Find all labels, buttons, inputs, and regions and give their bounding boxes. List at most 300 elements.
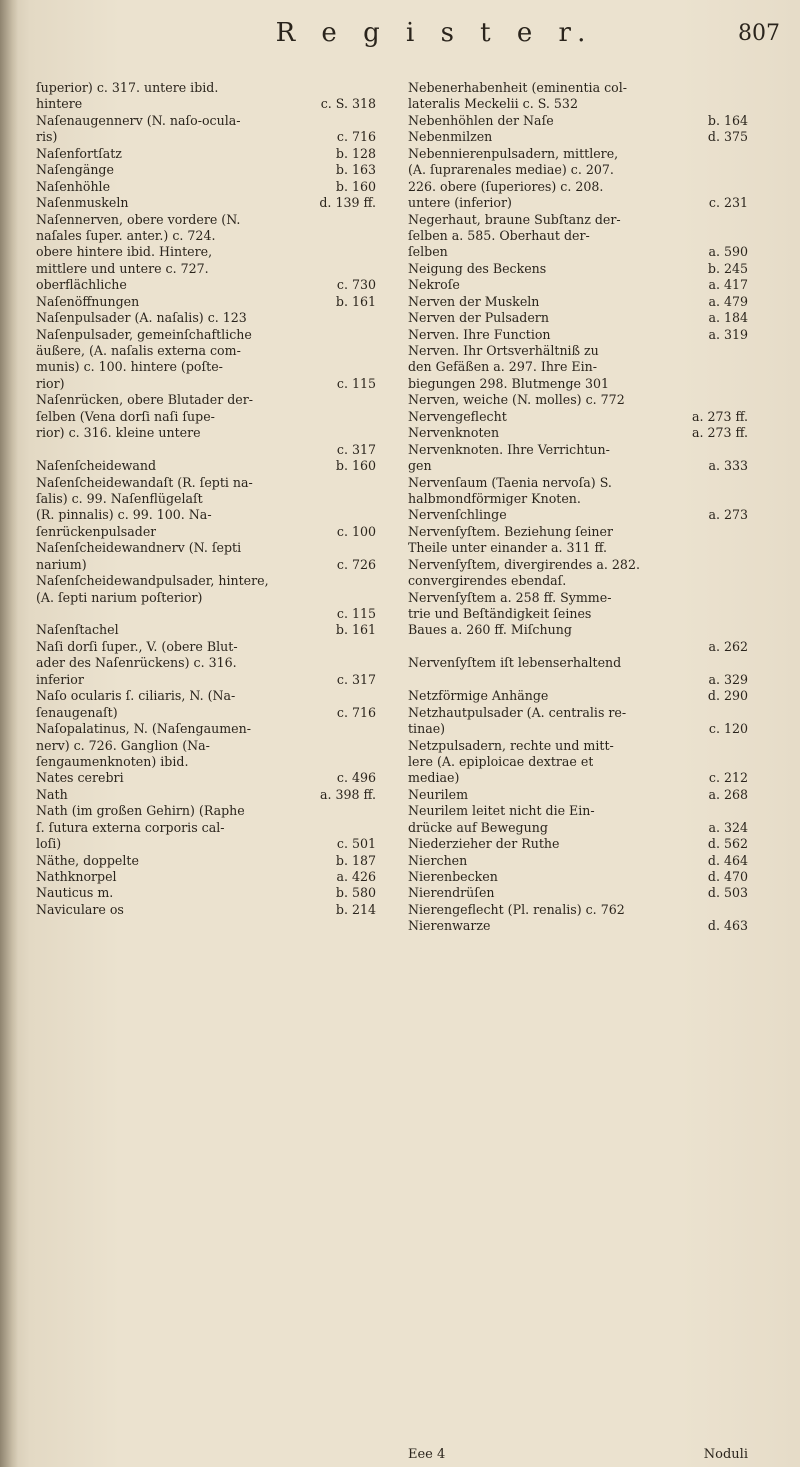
index-entry-reference — [370, 820, 376, 836]
index-entry-text: (A. ſuprarenales mediae) c. 207. — [408, 162, 614, 178]
index-entry-reference — [742, 392, 748, 408]
index-entry-line — [36, 590, 376, 606]
index-entry-reference: c. 716 — [336, 704, 376, 720]
index-entry-line — [408, 244, 748, 260]
index-entry-line — [36, 162, 376, 178]
index-entry-text: Naſenpulsader (A. naſalis) c. 123 — [36, 310, 247, 326]
running-title: R e g i s t e r. — [275, 18, 595, 48]
index-entry-reference: a. 329 — [708, 671, 748, 687]
index-entry-reference — [742, 491, 748, 507]
index-entry-reference: d. 463 — [707, 918, 748, 934]
index-entry-text: Nierenbecken — [408, 869, 498, 884]
index-entry-line — [408, 212, 748, 228]
index-entry-reference: a. 590 — [708, 244, 748, 260]
index-entry-reference — [370, 721, 376, 737]
index-entry-reference — [370, 409, 376, 425]
index-entry-reference: c. 716 — [336, 129, 376, 145]
index-entry-text: Naſenſcheidewandpulsader, hintere, — [36, 573, 269, 589]
index-entry-line — [36, 820, 376, 836]
index-entry-reference — [742, 573, 748, 589]
index-entry-line — [36, 442, 376, 458]
index-entry-line — [36, 672, 376, 688]
catchword: Noduli — [703, 1447, 748, 1462]
index-entry-text: Nervenſchlinge — [408, 507, 507, 523]
index-entry-text: Nerven. Ihr Ortsverhältniß zu — [408, 343, 599, 358]
index-entry-line — [36, 507, 376, 523]
index-entry-line — [408, 590, 748, 606]
index-entry-text: hintere — [36, 96, 83, 112]
index-entry-reference: d. 139 ff. — [319, 195, 376, 211]
index-entry-line — [36, 721, 376, 737]
index-entry-reference — [742, 540, 748, 556]
index-entry-line — [408, 458, 748, 474]
index-entry-text: Nath — [36, 786, 68, 802]
index-entry-reference — [370, 738, 376, 754]
index-entry-line — [408, 146, 748, 162]
index-entry-text: Naſi dorſi ſuper., V. (obere Blut- — [36, 638, 238, 654]
index-entry-line — [36, 491, 376, 507]
index-entry-text: ſuperior) c. 317. untere ibid. — [36, 80, 219, 95]
index-entry-text: gen — [408, 458, 432, 474]
index-entry-reference — [370, 639, 376, 655]
index-entry-line — [36, 212, 376, 228]
index-entry-line — [408, 655, 748, 671]
index-entry-reference: a. 398 ff. — [319, 786, 376, 802]
index-entry-line — [408, 738, 748, 754]
index-entry-text: oberflächliche — [36, 277, 127, 293]
index-entry-line — [36, 688, 376, 704]
index-entry-line — [36, 310, 376, 326]
index-entry-line — [408, 836, 748, 852]
index-entry-reference — [742, 803, 748, 819]
index-entry-line — [408, 475, 748, 491]
index-entry-reference — [742, 162, 748, 178]
index-entry-line — [36, 787, 376, 803]
index-entry-text: mittlere und untere c. 727. — [36, 260, 209, 276]
index-entry-text: Naſenöffnungen — [36, 293, 140, 309]
index-column-left — [36, 80, 376, 918]
index-entry-line — [36, 327, 376, 343]
index-entry-text: Nath (im großen Gehirn) (Raphe — [36, 803, 245, 819]
index-entry-text: munis) c. 100. hintere (poſte- — [36, 359, 223, 375]
index-entry-text: ſalis) c. 99. Naſenflügelaſt — [36, 490, 203, 506]
index-entry-text: Nervenſyſtem a. 258 ff. Symme- — [408, 589, 612, 605]
index-entry-text: Nerven. Ihre Function — [408, 326, 551, 342]
index-entry-text: Naſopalatinus, N. (Naſengaumen- — [36, 721, 251, 737]
index-entry-text: Netzpulsadern, rechte und mitt- — [408, 737, 614, 753]
index-entry-line — [408, 557, 748, 573]
index-entry-line — [36, 655, 376, 671]
index-entry-line — [36, 524, 376, 540]
index-entry-text: Nates cerebri — [36, 770, 124, 786]
index-entry-line — [408, 327, 748, 343]
index-entry-line — [36, 113, 376, 129]
index-entry-line — [408, 113, 748, 129]
index-entry-line — [36, 738, 376, 754]
index-entry-line — [408, 524, 748, 540]
index-entry-text: Naſenſcheidewand — [36, 458, 157, 474]
index-entry-reference: c. 212 — [708, 770, 748, 786]
index-entry-text: Nervenknoten — [408, 425, 500, 441]
index-column-right — [408, 80, 748, 935]
index-entry-reference: a. 319 — [708, 326, 748, 342]
index-entry-text: (A. ſepti narium poſterior) — [36, 589, 203, 605]
index-entry-reference: b. 161 — [335, 293, 376, 309]
index-entry-reference: b. 580 — [335, 885, 376, 901]
index-entry-line — [408, 392, 748, 408]
index-entry-reference: c. 115 — [336, 606, 376, 621]
index-entry-text: Naſengänge — [36, 162, 114, 178]
index-entry-reference: a. 273 ff. — [691, 408, 748, 424]
index-entry-reference — [742, 705, 748, 721]
index-entry-reference: a. 426 — [336, 869, 376, 884]
index-entry-reference — [370, 803, 376, 819]
index-entry-text: lere (A. epiploicae dextrae et — [408, 753, 594, 769]
index-entry-text: rior) c. 316. kleine untere — [36, 425, 201, 441]
index-entry-text: untere (inferior) — [408, 195, 512, 211]
index-entry-reference: b. 160 — [335, 178, 376, 194]
index-entry-line — [408, 96, 748, 112]
index-entry-line — [36, 228, 376, 244]
index-entry-reference: a. 268 — [708, 786, 748, 802]
index-entry-reference: c. 120 — [708, 721, 748, 737]
index-entry-reference — [742, 179, 748, 195]
index-entry-text: ris) — [36, 129, 58, 145]
index-entry-line — [408, 129, 748, 145]
index-entry-text: ſelben — [408, 244, 448, 260]
index-entry-text: convergirendes ebendaſ. — [408, 573, 567, 589]
index-entry-reference: a. 333 — [708, 458, 748, 474]
index-entry-text: Naſenaugennerv (N. naſo-ocula- — [36, 112, 241, 128]
index-entry-text: äußere, (A. naſalis externa com- — [36, 343, 241, 358]
index-entry-text: trie und Beſtändigkeit ſeines — [408, 606, 592, 621]
index-entry-line — [36, 475, 376, 491]
index-entry-text: ſelben a. 585. Oberhaut der- — [408, 227, 590, 243]
index-entry-line — [408, 853, 748, 869]
index-entry-line — [408, 688, 748, 704]
index-entry-line — [408, 376, 748, 392]
index-entry-line — [408, 622, 748, 638]
index-entry-line — [408, 639, 748, 655]
index-entry-reference — [742, 606, 748, 622]
index-entry-text: Naſenmuskeln — [36, 195, 129, 211]
index-entry-reference — [742, 475, 748, 491]
index-entry-reference — [370, 327, 376, 343]
index-entry-line — [408, 310, 748, 326]
index-entry-text: Neurilem — [408, 786, 469, 802]
index-entry-line — [36, 277, 376, 293]
index-entry-line — [408, 918, 748, 934]
index-entry-reference — [742, 343, 748, 359]
index-entry-reference: c. 317 — [336, 671, 376, 687]
index-entry-line — [408, 770, 748, 786]
index-entry-reference: a. 184 — [708, 310, 748, 326]
index-entry-text: Nierchen — [408, 852, 468, 868]
index-entry-reference — [742, 590, 748, 606]
index-entry-text: Nerven, weiche (N. molles) c. 772 — [408, 392, 625, 408]
index-entry-reference: b. 164 — [707, 112, 748, 128]
printer-signature: Eee 4 — [408, 1447, 446, 1462]
page-gutter-shadow — [0, 0, 18, 1467]
index-entry-line — [36, 425, 376, 441]
index-entry-reference: a. 479 — [708, 293, 748, 309]
index-entry-text: Nathknorpel — [36, 869, 117, 884]
index-entry-reference — [370, 212, 376, 228]
index-entry-text: Naſenfortſatz — [36, 145, 122, 161]
index-entry-reference — [370, 359, 376, 375]
index-entry-line — [36, 146, 376, 162]
index-entry-reference: d. 503 — [707, 885, 748, 901]
index-entry-reference — [742, 754, 748, 770]
index-entry-text: Nierengeflecht (Pl. renalis) c. 762 — [408, 901, 625, 917]
index-entry-reference: b. 163 — [335, 162, 376, 178]
index-entry-text: Naſenſtachel — [36, 622, 119, 638]
index-entry-text: loſi) — [36, 836, 62, 852]
index-entry-line — [36, 705, 376, 721]
index-entry-line — [408, 606, 748, 622]
index-entry-line — [408, 294, 748, 310]
index-entry-text: Nervenknoten. Ihre Verrichtun- — [408, 441, 610, 457]
index-entry-line — [408, 721, 748, 737]
index-entry-line — [408, 277, 748, 293]
index-entry-text: Naſennerven, obere vordere (N. — [36, 211, 241, 227]
index-entry-reference — [370, 80, 376, 96]
index-entry-text: (R. pinnalis) c. 99. 100. Na- — [36, 507, 212, 523]
index-entry-reference: a. 273 — [708, 507, 748, 523]
index-entry-line — [408, 820, 748, 836]
index-entry-text: Nervenſyſtem, divergirendes a. 282. — [408, 556, 640, 572]
index-entry-text: tinae) — [408, 721, 446, 737]
index-entry-line — [36, 244, 376, 260]
index-entry-reference — [742, 655, 748, 671]
index-entry-text: Naſenhöhle — [36, 178, 111, 194]
index-entry-reference — [742, 359, 748, 375]
index-entry-line — [408, 162, 748, 178]
index-entry-text: Naſenpulsader, gemeinſchaftliche — [36, 326, 252, 342]
index-entry-reference — [370, 507, 376, 523]
index-entry-line — [408, 343, 748, 359]
index-entry-reference: c. 231 — [708, 195, 748, 211]
index-entry-reference — [370, 688, 376, 704]
index-entry-text: narium) — [36, 556, 87, 572]
index-entry-reference — [370, 113, 376, 129]
index-entry-reference — [742, 738, 748, 754]
index-entry-text: Nerven der Pulsadern — [408, 310, 549, 326]
index-entry-text: Neigung des Beckens — [408, 260, 547, 276]
index-entry-line — [408, 787, 748, 803]
index-entry-text: halbmondförmiger Knoten. — [408, 490, 581, 506]
index-entry-text: ader des Naſenrückens) c. 316. — [36, 655, 237, 671]
index-entry-reference — [370, 491, 376, 507]
index-entry-line — [408, 195, 748, 211]
index-entry-line — [408, 540, 748, 556]
index-entry-text: drücke auf Bewegung — [408, 819, 548, 835]
index-entry-line — [36, 836, 376, 852]
index-entry-text: Nierendrüſen — [408, 885, 495, 901]
index-entry-reference — [742, 557, 748, 573]
index-entry-text: Theile unter einander a. 311 ff. — [408, 540, 608, 556]
index-entry-text: Naſenſcheidewandaſt (R. ſepti na- — [36, 474, 253, 490]
index-entry-line — [36, 540, 376, 556]
index-entry-line — [408, 80, 748, 96]
index-entry-text: Nebenerhabenheit (eminentia col- — [408, 80, 628, 95]
index-entry-text: Nekroſe — [408, 277, 460, 293]
index-entry-text: Naſenrücken, obere Blutader der- — [36, 392, 254, 408]
index-entry-line — [408, 425, 748, 441]
index-entry-text: 226. obere (ſuperiores) c. 208. — [408, 178, 604, 194]
index-entry-reference — [742, 622, 748, 638]
index-entry-line — [36, 376, 376, 392]
index-entry-line — [36, 902, 376, 918]
index-entry-reference: d. 290 — [707, 688, 748, 704]
index-entry-line — [408, 902, 748, 918]
index-entry-text: obere hintere ibid. Hintere, — [36, 244, 213, 260]
index-entry-line — [36, 359, 376, 375]
index-entry-line — [408, 409, 748, 425]
index-entry-line — [36, 294, 376, 310]
index-entry-line — [36, 754, 376, 770]
index-entry-line — [408, 359, 748, 375]
index-entry-text: Nervenſyſtem. Beziehung ſeiner — [408, 523, 614, 539]
index-entry-reference — [370, 310, 376, 326]
index-entry-line — [36, 129, 376, 145]
index-entry-reference: d. 470 — [707, 869, 748, 884]
index-entry-reference: c. 115 — [336, 375, 376, 391]
index-entry-text: Nerven der Muskeln — [408, 293, 540, 309]
index-entry-text: Netzförmige Anhänge — [408, 688, 549, 704]
index-entry-line — [36, 261, 376, 277]
index-entry-line — [36, 458, 376, 474]
index-entry-reference — [370, 244, 376, 260]
index-entry-text: nerv) c. 726. Ganglion (Na- — [36, 737, 210, 753]
index-entry-reference — [370, 475, 376, 491]
page-header — [90, 18, 780, 64]
index-entry-text: mediae) — [408, 770, 460, 786]
index-entry-reference: c. S. 318 — [320, 96, 376, 112]
index-entry-reference: c. 496 — [336, 770, 376, 786]
index-entry-text: Nauticus m. — [36, 885, 114, 901]
index-entry-line — [408, 261, 748, 277]
index-entry-reference — [370, 425, 376, 441]
page-footer — [408, 1447, 748, 1465]
index-entry-line — [36, 869, 376, 885]
index-entry-text: ſengaumenknoten) ibid. — [36, 753, 189, 769]
index-entry-reference — [370, 655, 376, 671]
index-entry-text: lateralis Meckelii c. S. 532 — [408, 96, 578, 112]
index-entry-text: ſenaugenaſt) — [36, 704, 118, 720]
index-entry-reference — [742, 376, 748, 392]
index-entry-line — [408, 803, 748, 819]
index-entry-text: Naſenſcheidewandnerv (N. ſepti — [36, 540, 242, 556]
index-entry-reference: c. 501 — [336, 836, 376, 852]
index-entry-reference — [370, 392, 376, 408]
index-entry-reference: c. 317 — [336, 441, 376, 457]
index-entry-reference — [370, 573, 376, 589]
index-entry-line — [36, 179, 376, 195]
index-entry-text: biegungen 298. Blutmenge 301 — [408, 375, 610, 391]
index-entry-line — [408, 573, 748, 589]
index-entry-reference: a. 324 — [708, 819, 748, 835]
index-entry-text: Nierenwarze — [408, 918, 491, 934]
index-entry-line — [36, 639, 376, 655]
index-entry-line — [36, 606, 376, 622]
index-entry-line — [408, 885, 748, 901]
index-entry-line — [408, 869, 748, 885]
page-number: 807 — [738, 21, 780, 46]
index-entry-line — [36, 343, 376, 359]
index-entry-line — [408, 442, 748, 458]
index-entry-line — [36, 409, 376, 425]
index-entry-reference: d. 562 — [707, 836, 748, 852]
index-entry-reference: d. 464 — [707, 852, 748, 868]
index-entry-reference — [370, 228, 376, 244]
index-entry-reference: c. 730 — [336, 277, 376, 293]
index-entry-line — [408, 754, 748, 770]
index-entry-text: Neurilem leitet nicht die Ein- — [408, 803, 595, 819]
index-entry-reference: a. 262 — [708, 638, 748, 654]
index-entry-reference — [742, 96, 748, 112]
index-entry-reference: a. 417 — [708, 277, 748, 293]
index-entry-line — [36, 392, 376, 408]
index-entry-reference — [370, 754, 376, 770]
index-entry-text: Baues a. 260 ff. Miſchung — [408, 622, 572, 638]
index-entry-reference: c. 726 — [336, 556, 376, 572]
index-entry-line — [36, 80, 376, 96]
index-entry-reference: b. 214 — [335, 901, 376, 917]
index-entry-text: Nervengeflecht — [408, 408, 507, 424]
index-entry-line — [408, 672, 748, 688]
index-entry-line — [36, 853, 376, 869]
index-entry-line — [36, 96, 376, 112]
index-entry-line — [36, 803, 376, 819]
index-entry-text: Nervenſaum (Taenia nervoſa) S. — [408, 474, 612, 490]
index-entry-text: Negerhaut, braune Subſtanz der- — [408, 211, 621, 227]
index-entry-line — [408, 491, 748, 507]
index-entry-text: Naſo ocularis ſ. ciliaris, N. (Na- — [36, 688, 236, 704]
index-entry-text: Nervenſyſtem iſt lebenserhaltend — [408, 655, 622, 671]
index-entry-reference: b. 161 — [335, 622, 376, 638]
index-entry-text: ſ. ſutura externa corporis cal- — [36, 819, 225, 835]
index-entry-text: Netzhautpulsader (A. centralis re- — [408, 704, 627, 720]
index-entry-line — [408, 179, 748, 195]
index-entry-line — [408, 705, 748, 721]
index-entry-text: Nebenmilzen — [408, 129, 493, 145]
index-entry-reference — [370, 590, 376, 606]
index-entry-line — [36, 885, 376, 901]
index-entry-reference: b. 128 — [335, 145, 376, 161]
index-entry-reference: b. 245 — [707, 260, 748, 276]
index-entry-text: den Gefäßen a. 297. Ihre Ein- — [408, 359, 597, 375]
index-entry-line — [36, 622, 376, 638]
index-entry-line — [36, 573, 376, 589]
index-entry-reference — [742, 228, 748, 244]
index-entry-line — [36, 557, 376, 573]
index-entry-line — [36, 195, 376, 211]
index-entry-text: inferior — [36, 671, 84, 687]
index-entry-reference: d. 375 — [707, 129, 748, 145]
index-entry-text: ſelben (Vena dorſi naſi ſupe- — [36, 408, 215, 424]
index-entry-text: rior) — [36, 375, 65, 391]
index-entry-text: naſales ſuper. anter.) c. 724. — [36, 227, 216, 243]
index-entry-line — [408, 228, 748, 244]
index-entry-reference: a. 273 ff. — [691, 425, 748, 441]
index-entry-text: Niederzieher der Ruthe — [408, 836, 560, 852]
index-entry-reference — [742, 212, 748, 228]
index-entry-reference — [742, 902, 748, 918]
index-entry-reference — [742, 442, 748, 458]
index-entry-reference — [370, 261, 376, 277]
index-entry-text: Naviculare os — [36, 901, 124, 917]
